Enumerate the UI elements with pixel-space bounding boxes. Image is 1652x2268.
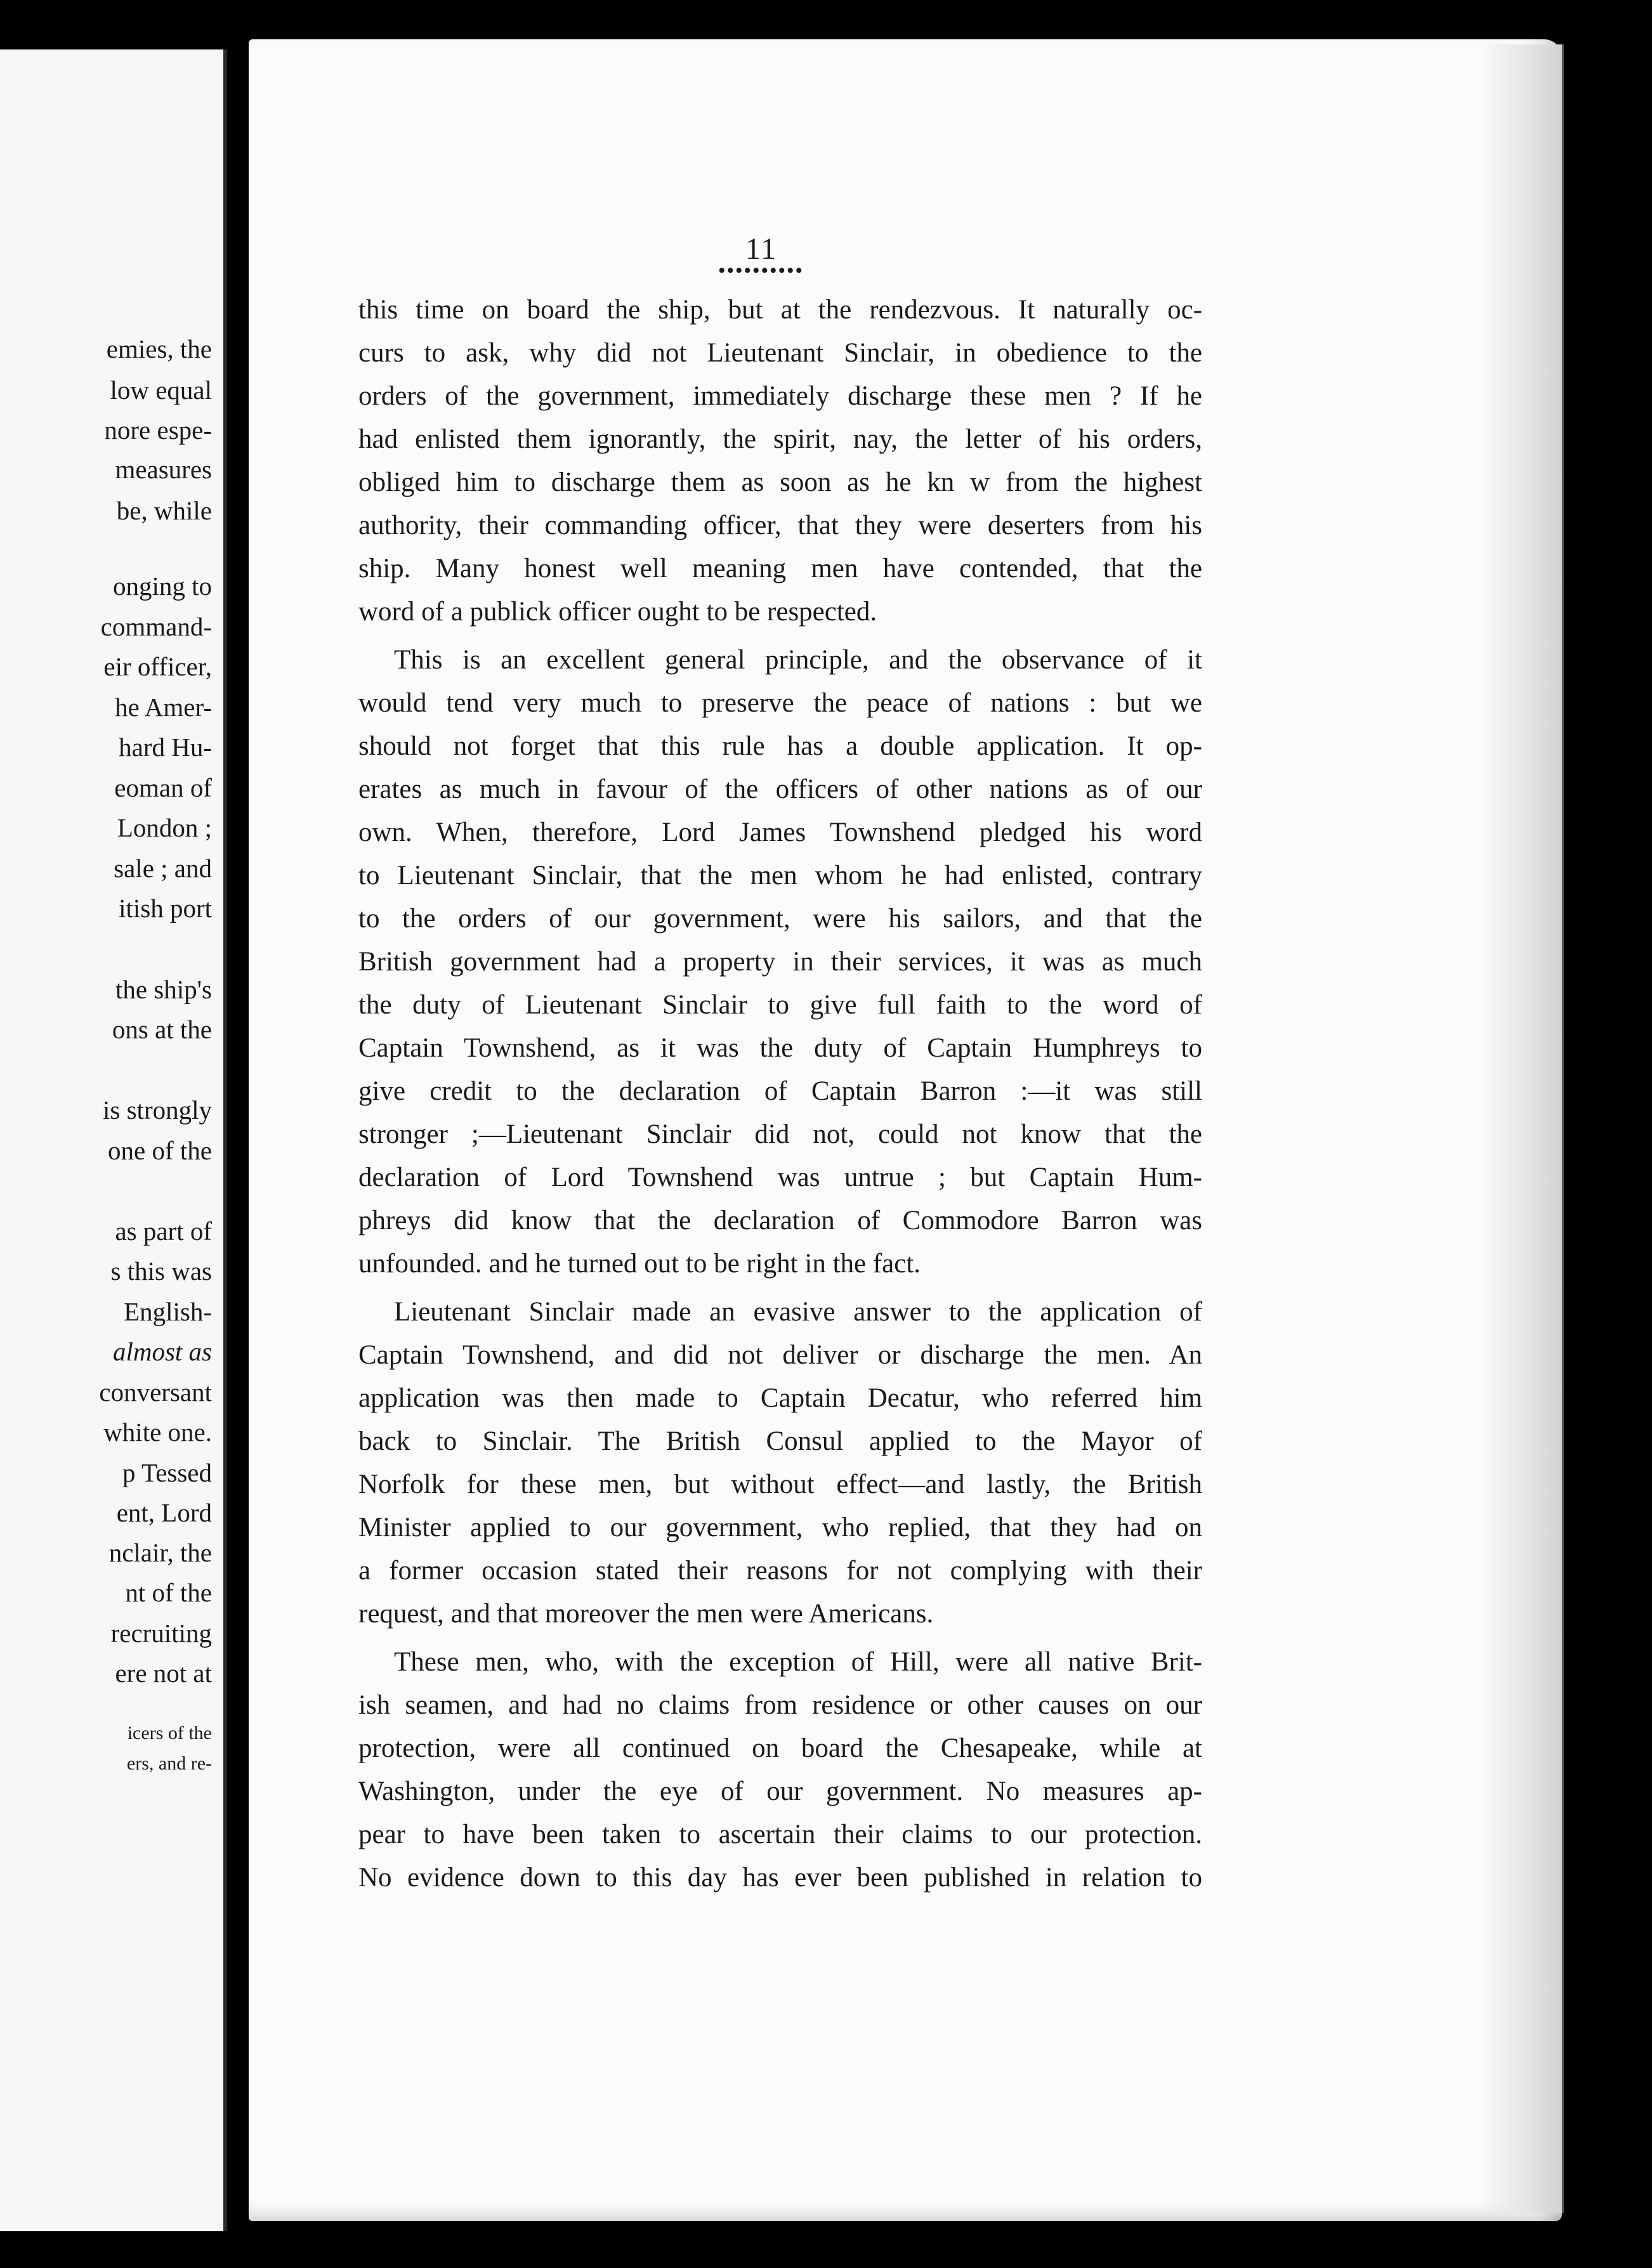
text-line: ship. Many honest well meaning men have contended, that the bbox=[358, 554, 1202, 583]
left-page-fragment: nclair, the bbox=[108, 1538, 212, 1567]
left-page-fragment: low equal bbox=[110, 375, 212, 405]
text-line: Norfolk for these men, but without effect—and lastly, the British bbox=[358, 1470, 1202, 1499]
left-page-fragment: command- bbox=[100, 612, 212, 641]
left-page-fragment: English- bbox=[124, 1297, 212, 1326]
left-page-fragment: be, while bbox=[116, 496, 212, 525]
left-page-fragment: is strongly bbox=[103, 1095, 212, 1124]
page-edge bbox=[1478, 44, 1564, 2213]
text-line: Captain Townshend, and did not deliver or discharge the men. An bbox=[358, 1340, 1202, 1370]
left-page-fragment: hard Hu- bbox=[119, 733, 212, 762]
text-line: unfounded. and he turned out to be right in the fact. bbox=[358, 1249, 921, 1279]
text-line: would tend very much to preserve the peace of nations : but we bbox=[358, 688, 1202, 718]
text-line: had enlisted them ignorantly, the spirit, nay, the letter of his orders, bbox=[358, 424, 1202, 454]
text-line: own. When, therefore, Lord James Townshend pledged his word bbox=[358, 818, 1202, 847]
text-line: authority, their commanding officer, that they were deserters from his bbox=[358, 511, 1202, 540]
text-line: stronger ;—Lieutenant Sinclair did not, could not know that the bbox=[358, 1119, 1202, 1149]
left-page-fragment: eir officer, bbox=[103, 652, 212, 681]
page-body bbox=[358, 289, 1202, 1900]
left-page-fragment: recruiting bbox=[110, 1619, 212, 1648]
text-line: back to Sinclair. The British Consul applied to the Mayor of bbox=[358, 1426, 1202, 1456]
text-line: ish seamen, and had no claims from residence or other causes on our bbox=[358, 1690, 1202, 1720]
left-page-fragment: ons at the bbox=[112, 1015, 212, 1044]
left-page-fragment: nore espe- bbox=[104, 415, 212, 445]
text-line: obliged him to discharge them as soon as he kn w from the highest bbox=[358, 467, 1202, 497]
text-line: This is an excellent general principle, and the observance of it bbox=[394, 645, 1202, 675]
left-page-fragment: p Tessed bbox=[122, 1458, 212, 1487]
previous-page bbox=[0, 49, 227, 2231]
left-page-fragment: white one. bbox=[103, 1418, 212, 1447]
text-line: application was then made to Captain Decatur, who referred him bbox=[358, 1383, 1202, 1413]
text-line: declaration of Lord Townshend was untrue ; but Captain Hum- bbox=[358, 1163, 1202, 1192]
page-ornament: •••••••••• bbox=[718, 260, 804, 281]
left-page-fragment: s this was bbox=[110, 1256, 212, 1286]
text-line: should not forget that this rule has a double application. It op- bbox=[358, 731, 1202, 761]
left-page-fragment: itish port bbox=[119, 894, 212, 923]
left-page-fragment: ere not at bbox=[115, 1659, 212, 1688]
left-page-fragment: sale ; and bbox=[114, 854, 212, 883]
left-page-fragment: nt of the bbox=[125, 1578, 212, 1607]
text-line: to Lieutenant Sinclair, that the men whom he had enlisted, contrary bbox=[358, 861, 1202, 890]
left-page-fragment: the ship's bbox=[115, 975, 212, 1004]
left-page-fragment: he Amer- bbox=[115, 693, 212, 722]
text-line: Washington, under the eye of our government. No measures ap- bbox=[358, 1776, 1202, 1806]
text-line: Minister applied to our government, who replied, that they had on bbox=[358, 1513, 1202, 1542]
text-line: give credit to the declaration of Captain Barron :—it was still bbox=[358, 1076, 1202, 1106]
left-page-fragment: London ; bbox=[117, 813, 212, 842]
left-page-fragment: onging to bbox=[112, 571, 212, 601]
left-page-fragment: as part of bbox=[115, 1216, 212, 1246]
text-line: protection, were all continued on board the Chesapeake, while at bbox=[358, 1733, 1202, 1763]
text-line: British government had a property in their services, it was as much bbox=[358, 947, 1202, 977]
text-line: this time on board the ship, but at the rendezvous. It naturally oc- bbox=[358, 295, 1202, 325]
left-page-fragment: conversant bbox=[99, 1378, 212, 1407]
left-page-fragment: measures bbox=[115, 455, 212, 484]
text-line: erates as much in favour of the officers of other nations as of our bbox=[358, 774, 1202, 804]
text-line: orders of the government, immediately discharge these men ? If he bbox=[358, 381, 1202, 411]
text-line: These men, who, with the exception of Hill, were all native Brit- bbox=[394, 1647, 1202, 1677]
text-line: a former occasion stated their reasons for not complying with their bbox=[358, 1556, 1202, 1586]
text-line: curs to ask, why did not Lieutenant Sinclair, in obedience to the bbox=[358, 338, 1202, 368]
text-line: to the orders of our government, were his sailors, and that the bbox=[358, 904, 1202, 934]
text-line: word of a publick officer ought to be respected. bbox=[358, 597, 877, 627]
text-line: the duty of Lieutenant Sinclair to give full faith to the word of bbox=[358, 990, 1202, 1020]
left-page-fragment: almost as bbox=[112, 1337, 212, 1366]
text-line: phreys did know that the declaration of Commodore Barron was bbox=[358, 1206, 1202, 1235]
text-line: request, and that moreover the men were Americans. bbox=[358, 1599, 934, 1629]
text-line: Lieutenant Sinclair made an evasive answer to the application of bbox=[394, 1297, 1202, 1327]
left-page-footnote: icers of the bbox=[127, 1723, 212, 1743]
text-line: No evidence down to this day has ever been published in relation to bbox=[358, 1863, 1202, 1893]
left-page-fragment: eoman of bbox=[114, 773, 212, 802]
text-line: pear to have been taken to ascertain their claims to our protection. bbox=[358, 1820, 1202, 1849]
left-page-fragment: one of the bbox=[108, 1136, 212, 1165]
left-page-fragment: emies, the bbox=[106, 334, 212, 363]
page-number: 11 bbox=[745, 232, 778, 266]
left-page-footnote: ers, and re- bbox=[126, 1753, 212, 1774]
left-page-fragment: ent, Lord bbox=[116, 1498, 212, 1527]
text-line: Captain Townshend, as it was the duty of Captain Humphreys to bbox=[358, 1033, 1202, 1063]
